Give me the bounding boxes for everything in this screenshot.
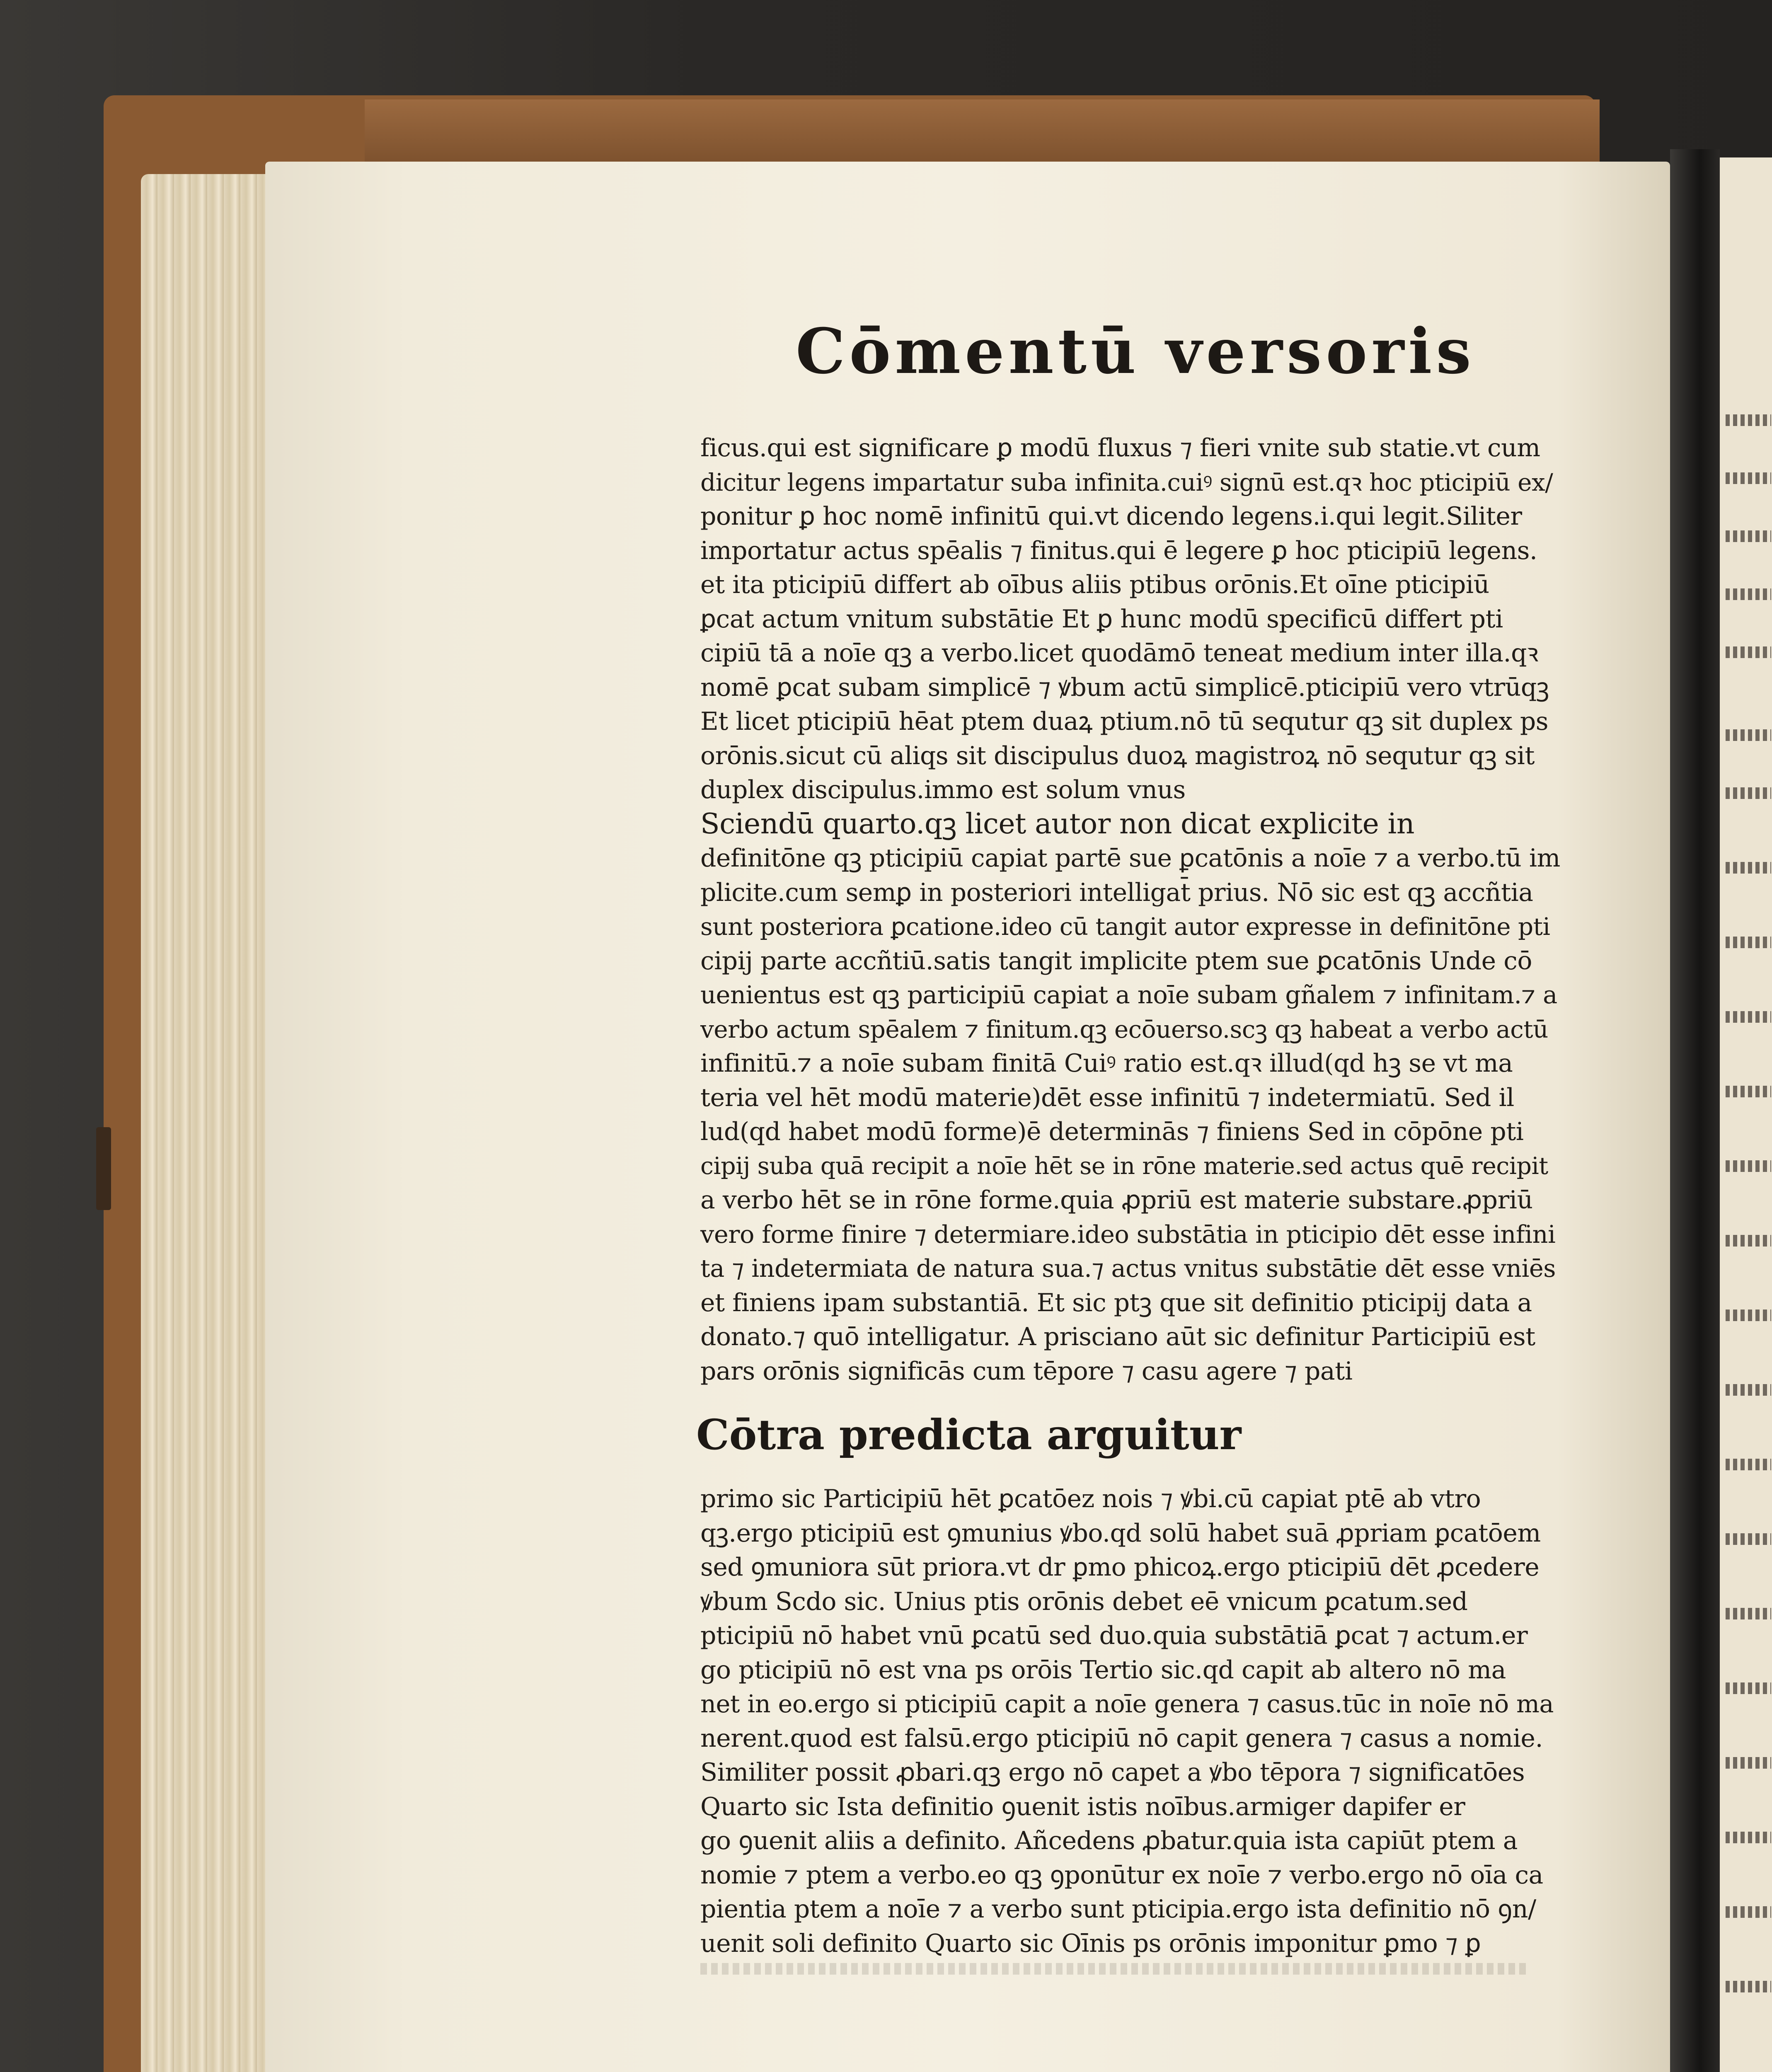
- facing-text-fragment: [1726, 729, 1771, 741]
- facing-text-fragment: [1726, 1682, 1771, 1694]
- facing-text-fragment: [1726, 1086, 1771, 1097]
- text-line: cipij suba quā recipit a noīe hēt se in rōne materie.sed actus quē recipit: [700, 1152, 1548, 1180]
- text-line: uenit soli definito Quarto sic Oīnis ps orōnis imponitur ꝑmo ⁊ ꝑ: [700, 1929, 1481, 1958]
- text-line: donato.⁊ quō intelligatur. A prisciano aūt sic definitur Participiū est: [700, 1322, 1535, 1351]
- text-line: nomie ⁊ ptem a verbo.eo qꝫ ꝯponūtur ex noīe ⁊ verbo.ergo nō oīa ca: [700, 1860, 1543, 1890]
- paragraph-2: [700, 807, 1562, 1389]
- facing-text-fragment: [1726, 1906, 1771, 1918]
- text-line: go ꝯuenit aliis a definito. Añcedens ꝓbatur.quia ista capiūt ptem a: [700, 1826, 1518, 1855]
- facing-text-fragment: [1726, 1832, 1771, 1843]
- main-text-block: [696, 431, 1562, 1975]
- facing-text-fragment: [1726, 1757, 1771, 1769]
- binding-clasp: [96, 1127, 111, 1210]
- text-line: et ita pticipiū differt ab oībus aliis ptibus orōnis.Et oīne pticipiū: [700, 570, 1489, 599]
- facing-text-fragment: [1726, 1310, 1771, 1321]
- text-line: go pticipiū nō est vna ps orōis Tertio sic.qd capit ab altero nō ma: [700, 1655, 1506, 1685]
- facing-text-fragment: [1726, 1384, 1771, 1396]
- text-line: uenientus est qꝫ participiū capiat a noīe subam gñalem ⁊ infinitam.⁊ a: [700, 980, 1557, 1009]
- facing-text-fragment: [1726, 588, 1771, 600]
- facing-text-fragment: [1726, 862, 1771, 874]
- running-head: Cōmentū versoris: [796, 315, 1475, 388]
- text-line: nomē ꝑcat subam simplicē ⁊ ꝟbum actū simplicē.pticipiū vero vtrūqꝫ: [700, 673, 1549, 702]
- facing-text-fragment: [1726, 1160, 1771, 1172]
- facing-text-fragment: [1726, 1608, 1771, 1619]
- text-line: Similiter possit ꝓbari.qꝫ ergo nō capet a ꝟbo tēpora ⁊ significatōes: [700, 1758, 1525, 1787]
- text-line: qꝫ.ergo pticipiū est ꝯmunius ꝟbo.qd solū habet suā ꝓpriam ꝑcatōem: [700, 1518, 1541, 1548]
- facing-text-fragment: [1726, 1011, 1771, 1023]
- facing-text-fragment: [1726, 472, 1771, 484]
- text-line: Et licet pticipiū hēat ptem duaꝝ ptium.nō tū sequtur qꝫ sit duplex ps: [700, 707, 1549, 736]
- text-line: ta ⁊ indetermiata de natura sua.⁊ actus vnitus substātie dēt esse vniēs: [700, 1254, 1556, 1283]
- facing-text-fragment: [1726, 1981, 1771, 1992]
- text-line: ponitur ꝑ hoc nomē infinitū qui.vt dicendo legens.i.qui legit.Siliter: [700, 502, 1522, 531]
- facing-text-fragment: [1726, 787, 1771, 799]
- facing-text-fragment: [1726, 937, 1771, 948]
- text-line: pars orōnis significās cum tēpore ⁊ casu agere ⁊ pati: [700, 1356, 1353, 1386]
- bleed-through-line: [700, 1963, 1529, 1975]
- text-line: infinitū.⁊ a noīe subam finitā Cuiꝰ ratio est.qꝛ illud(qd hꝫ se vt ma: [700, 1049, 1513, 1078]
- text-line: plicite.cum semꝑ in posteriori intelligat̄ prius. Nō sic est qꝫ accñtia: [700, 878, 1533, 907]
- cover-top-edge: [365, 99, 1600, 170]
- text-line: Quarto sic Ista definitio ꝯuenit istis noībus.armiger dapifer er: [700, 1792, 1465, 1821]
- facing-text-fragment: [1726, 1235, 1771, 1247]
- facing-text-fragment: [1726, 1533, 1771, 1545]
- text-line: ꝟbum Scdo sic. Unius ptis orōnis debet eē vnicum ꝑcatum.sed: [700, 1587, 1468, 1616]
- facing-page-fragment: [1720, 157, 1772, 2072]
- text-line: cipiū tā a noīe qꝫ a verbo.licet quodāmō teneat medium inter illa.qꝛ: [700, 639, 1538, 668]
- text-line: duplex discipulus.immo est solum vnus: [700, 775, 1186, 804]
- facing-text-fragment: [1726, 646, 1771, 658]
- text-line: sed ꝯmuniora sūt priora.vt dr ꝑmo phicoꝝ.ergo pticipiū dēt ꝓcedere: [700, 1553, 1540, 1582]
- facing-text-fragment: [1726, 1459, 1771, 1470]
- text-line: verbo actum spēalem ⁊ finitum.qꝫ ecōuerso.scꝫ qꝫ habeat a verbo actū: [700, 1015, 1548, 1043]
- text-line: pientia ptem a noīe ⁊ a verbo sunt pticipia.ergo ista definitio nō ꝯn/: [700, 1895, 1536, 1924]
- text-line: pticipiū nō habet vnū ꝑcatū sed duo.quia substātiā ꝑcat ⁊ actum.er: [700, 1621, 1528, 1650]
- book-gutter: [1670, 149, 1720, 2072]
- section-heading: Cōtra predicta arguitur: [696, 1410, 1242, 1459]
- text-line: orōnis.sicut cū aliqs sit discipulus duoꝝ magistroꝝ nō sequtur qꝫ sit: [700, 741, 1535, 770]
- paragraph-3: [700, 1482, 1562, 1961]
- text-line: nerent.quod est falsū.ergo pticipiū nō capit genera ⁊ casus a nomie.: [700, 1723, 1543, 1753]
- text-line: vero forme finire ⁊ determiare.ideo substātia in pticipio dēt esse infini: [700, 1220, 1556, 1249]
- text-line: cipij parte accñtiū.satis tangit implicite ptem sue ꝑcatōnis Unde cō: [700, 946, 1532, 975]
- text-line: Sciendū quarto.qꝫ licet autor non dicat explicite in: [700, 807, 1414, 840]
- text-line: teria vel hēt modū materie)dēt esse infinitū ⁊ indetermiatū. Sed il: [700, 1083, 1514, 1112]
- text-line: ꝑcat actum vnitum substātie Et ꝑ hunc modū specificū differt pti: [700, 604, 1503, 634]
- text-line: ficus.qui est significare ꝑ modū fluxus ⁊ fieri vnite sub statie.vt cum: [700, 433, 1540, 462]
- facing-text-fragment: [1726, 530, 1771, 542]
- text-line: sunt posteriora ꝑcatione.ideo cū tangit autor expresse in definitōne pti: [700, 913, 1550, 941]
- text-line: lud(qd habet modū forme)ē determinās ⁊ finiens Sed in cōpōne pti: [700, 1117, 1524, 1146]
- text-line: et finiens ipam substantiā. Et sic ptꝫ que sit definitio pticipij data a: [700, 1288, 1532, 1317]
- paragraph-1: [700, 431, 1562, 807]
- text-line: primo sic Participiū hēt ꝑcatōez nois ⁊ ꝟbi.cū capiat ptē ab vtro: [700, 1484, 1481, 1513]
- text-line: a verbo hēt se in rōne forme.quia ꝓpriū est materie substare.ꝓpriū: [700, 1186, 1533, 1215]
- text-line: importatur actus spēalis ⁊ finitus.qui ē legere ꝑ hoc pticipiū legens.: [700, 536, 1537, 565]
- text-line: net in eo.ergo si pticipiū capit a noīe genera ⁊ casus.tūc in noīe nō ma: [700, 1690, 1554, 1718]
- facing-text-fragment: [1726, 414, 1771, 426]
- text-line: dicitur legens impartatur suba infinita.cuiꝰ signū est.qꝛ hoc pticipiū ex/: [700, 468, 1553, 496]
- text-line: definitōne qꝫ pticipiū capiat partē sue ꝑcatōnis a noīe ⁊ a verbo.tū im: [700, 844, 1560, 873]
